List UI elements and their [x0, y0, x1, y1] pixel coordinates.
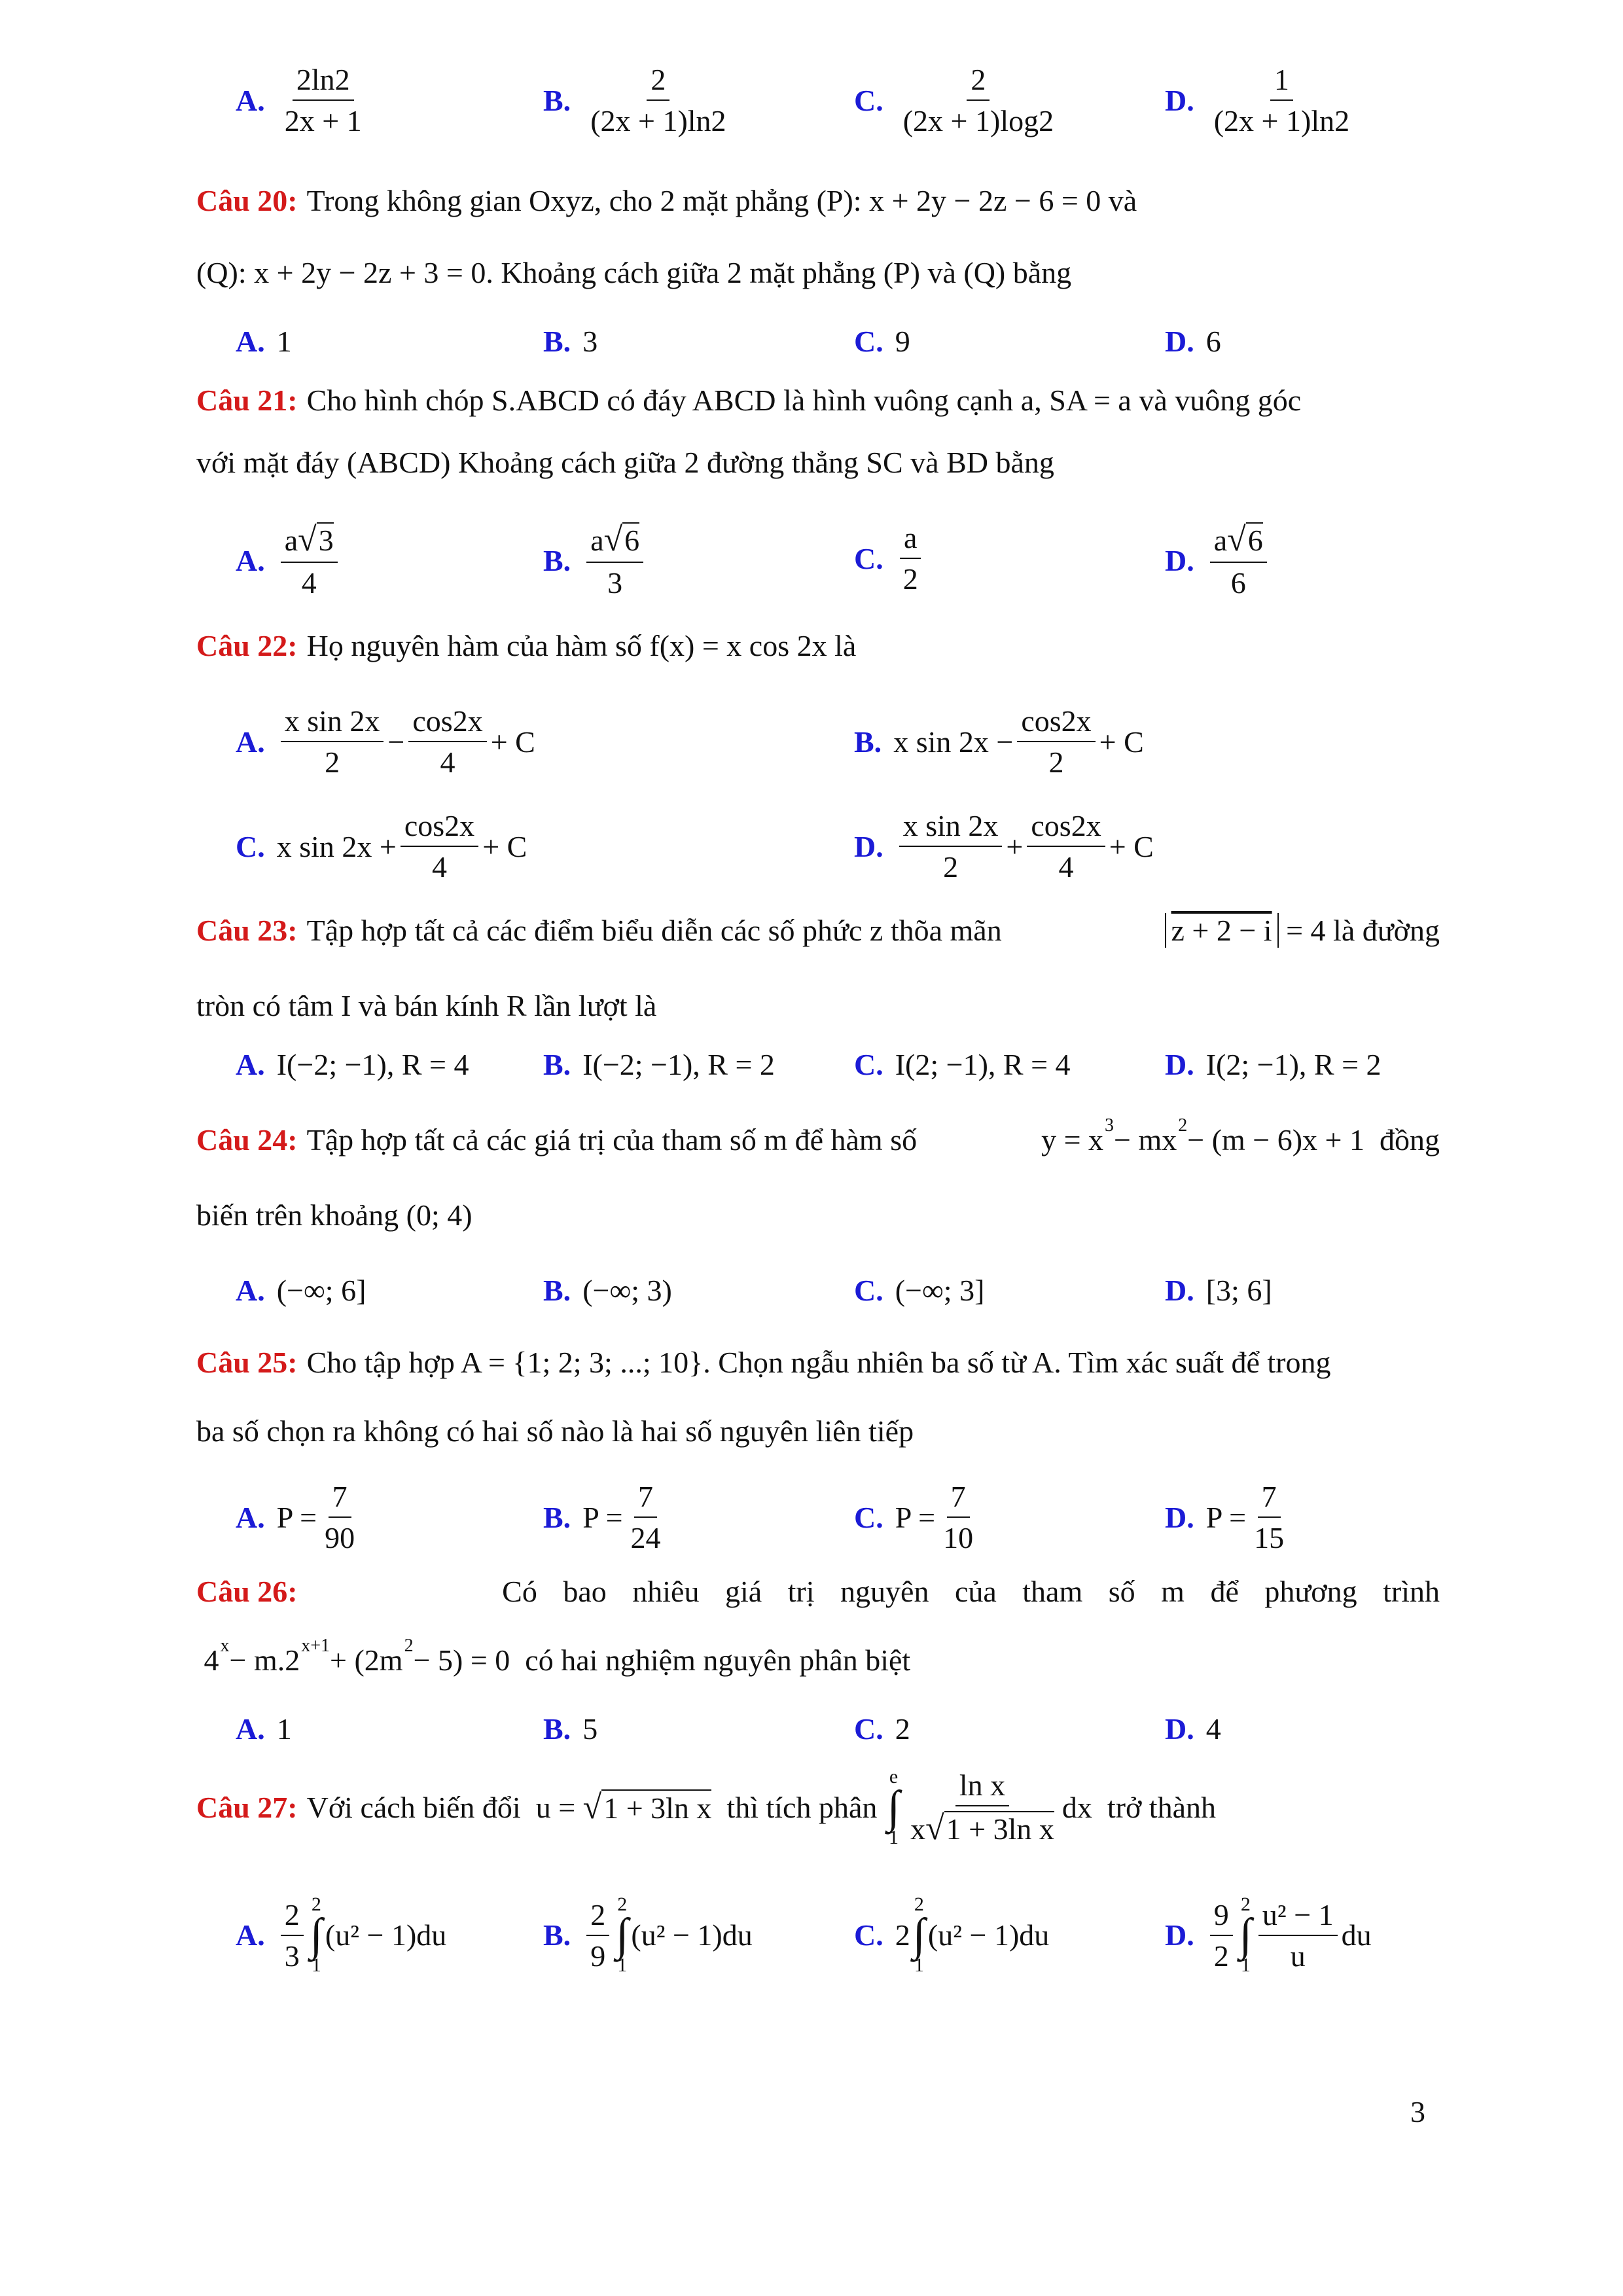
question-text: Cho tập hợp A = {1; 2; 3; ...; 10}. Chọn ngẫu nhiên ba số từ A. Tìm xác suất để trong: [306, 1346, 1331, 1379]
q27-option-a: A. $\frac{2}{3}$ 2 ∫ 1 (u² − 1)du: [236, 1893, 447, 1976]
question-text: ba số chọn ra không có hai số nào là hai số nguyên liên tiếp: [196, 1414, 914, 1448]
option-label: B.: [543, 83, 571, 117]
q22-line: [196, 628, 1440, 663]
q20-option-b: B. 3: [543, 325, 598, 358]
question-text: Trong không gian Oxyz, cho 2 mặt phẳng (P): x + 2y − 2z − 6 = 0 và: [306, 184, 1137, 217]
q25-option-d: D. P = $\frac{7}{15}$: [1165, 1480, 1285, 1554]
question-number: Câu 21:: [196, 384, 298, 417]
option-fraction: $\frac{2}{(2x + 1)\log 2}$: [902, 63, 1054, 137]
q24-option-d: D. [3; 6]: [1165, 1274, 1272, 1307]
q27-option-b: B. $\frac{2}{9}$ 2 ∫ 1 (u² − 1)du: [543, 1893, 753, 1976]
q21-option-d: D. $\frac{a√6}{6}$: [1165, 520, 1271, 600]
q21-line-1: [196, 383, 1440, 418]
q19-option-a: [236, 62, 370, 138]
q20-line-2: [196, 255, 1440, 290]
question-number: Câu 20:: [196, 184, 298, 217]
question-text: tròn có tâm I và bán kính R lần lượt là: [196, 989, 657, 1022]
equation: 4 x − m.2 x+1 + (2m 2 − 5) = 0: [204, 1635, 510, 1677]
q26-option-c: C. 2: [854, 1712, 910, 1746]
integrand: $\frac{\text{ln x}}{\text{x√1 + 3ln x}}$: [910, 1768, 1054, 1847]
q19-option-b: [543, 62, 734, 138]
question-text: Tập hợp tất cả các điểm biểu diễn các số phức z thõa mãn: [306, 914, 1002, 947]
q21-option-b: B. $\frac{a√6}{3}$: [543, 520, 647, 600]
q21-option-a: A. $\frac{a√3}{4}$: [236, 520, 342, 600]
q19-option-d: [1165, 62, 1357, 138]
question-text: Cho hình chóp S.ABCD có đáy ABCD là hình vuông cạnh a, SA = a và vuông góc: [306, 384, 1302, 417]
q23-line-1: Câu 23: Tập hợp tất cả các điểm biểu diễn các số phức z thõa mãn z + 2 − i = 4 là đường: [196, 914, 1440, 947]
q22-option-a: A. $\frac{\text{x sin 2x}}{2}$ − $\frac{\cos 2x}{4}$ + C: [236, 704, 535, 779]
q24-option-b: B. (−∞; 3): [543, 1274, 672, 1307]
q20-line-1: [196, 183, 1440, 218]
question-number: Câu 27:: [196, 1791, 298, 1824]
q23-option-c: C. I(2; −1), R = 4: [854, 1048, 1071, 1081]
q24-option-a: A. (−∞; 6]: [236, 1274, 366, 1307]
q19-option-c: [854, 62, 1061, 138]
option-fraction: $\frac{1}{(2x + 1)\ln 2}$: [1213, 63, 1350, 137]
q24-line-2: [196, 1198, 1440, 1232]
integral-sign: e ∫ 1: [887, 1766, 901, 1848]
q24-option-c: C. (−∞; 3]: [854, 1274, 985, 1307]
question-text: biến trên khoảng (0; 4): [196, 1198, 473, 1232]
q25-option-b: B. P = $\frac{7}{24}$: [543, 1480, 661, 1554]
q22-option-b: B. x sin 2x − $\frac{\cos 2x}{2}$ + C: [854, 704, 1144, 779]
question-text: Tập hợp tất cả các giá trị của tham số m để hàm số: [306, 1123, 918, 1157]
option-label: C.: [854, 83, 883, 117]
q23-option-d: D. I(2; −1), R = 2: [1165, 1048, 1382, 1081]
q26-line-1: [196, 1574, 1440, 1609]
q26-option-a: A. 1: [236, 1712, 292, 1746]
q27-option-d: D. $\frac{9}{2}$ 2 ∫ 1 $\frac{\text{u² − 1}}{u}$ du: [1165, 1893, 1372, 1976]
q20-option-a: A. 1: [236, 325, 292, 358]
q20-option-d: D. 6: [1165, 325, 1221, 358]
q26-option-b: B. 5: [543, 1712, 598, 1746]
q26-line-2: 4 x − m.2 x+1 + (2m 2 − 5) = 0 có hai nghiệm nguyên phân biệt: [196, 1643, 1440, 1677]
question-number: Câu 22:: [196, 629, 298, 662]
q26-option-d: D. 4: [1165, 1712, 1221, 1746]
question-text: Có bao nhiêu giá trị nguyên của tham số m để phương trình: [502, 1575, 1440, 1608]
q23-option-b: B. I(−2; −1), R = 2: [543, 1048, 775, 1081]
question-text: (Q): x + 2y − 2z + 3 = 0. Khoảng cách giữa 2 mặt phẳng (P) và (Q) bằng: [196, 256, 1072, 289]
question-number: Câu 24:: [196, 1123, 298, 1157]
q22-option-c: C. x sin 2x + $\frac{\cos 2x}{4}$ + C: [236, 809, 527, 884]
q20-option-c: C. 9: [854, 325, 910, 358]
question-text: Với cách biến đổi: [306, 1791, 521, 1824]
option-fraction: $\frac{2\ln 2}{2x + 1}$: [284, 63, 362, 137]
q25-option-a: A. P = $\frac{7}{90}$: [236, 1480, 355, 1554]
question-number: Câu 25:: [196, 1346, 298, 1379]
question-text: với mặt đáy (ABCD) Khoảng cách giữa 2 đường thẳng SC và BD bằng: [196, 446, 1054, 479]
page-number: 3: [1410, 2095, 1425, 2128]
q23-line-2: [196, 988, 1440, 1023]
q27-line: Câu 27: Với cách biến đổi u = √ 1 + 3ln x thì tích phân e ∫ 1 $\frac{\text{ln x}}{\text{x√1 + 3ln x}}$ dx trở thành: [196, 1766, 1216, 1848]
option-fraction: $\frac{2}{(2x + 1)\ln 2}$: [590, 63, 726, 137]
q25-line-1: [196, 1345, 1440, 1380]
option-label: D.: [1165, 83, 1194, 117]
q25-option-c: C. P = $\frac{7}{10}$: [854, 1480, 974, 1554]
question-number: Câu 23:: [196, 914, 298, 947]
function-formula: y = x 3 − mx 2 − (m − 6)x + 1 đồng: [1041, 1115, 1440, 1157]
q22-option-d: D. $\frac{\text{x sin 2x}}{2}$ + $\frac{\cos 2x}{4}$ + C: [854, 809, 1154, 884]
question-text: Họ nguyên hàm của hàm số f(x) = x cos 2x là: [306, 629, 857, 662]
q25-line-2: [196, 1414, 1440, 1448]
option-label: A.: [236, 83, 265, 117]
q21-option-c: C. $\frac{a}{2}$: [854, 520, 926, 596]
q27-option-c: C. 2 2 ∫ 1 (u² − 1)du: [854, 1893, 1050, 1976]
q24-line-1: [196, 1115, 1440, 1157]
abs-expression: z + 2 − i: [1171, 914, 1272, 947]
question-number: Câu 26:: [196, 1575, 298, 1608]
q21-line-2: [196, 445, 1440, 480]
q23-option-a: A. I(−2; −1), R = 4: [236, 1048, 469, 1081]
